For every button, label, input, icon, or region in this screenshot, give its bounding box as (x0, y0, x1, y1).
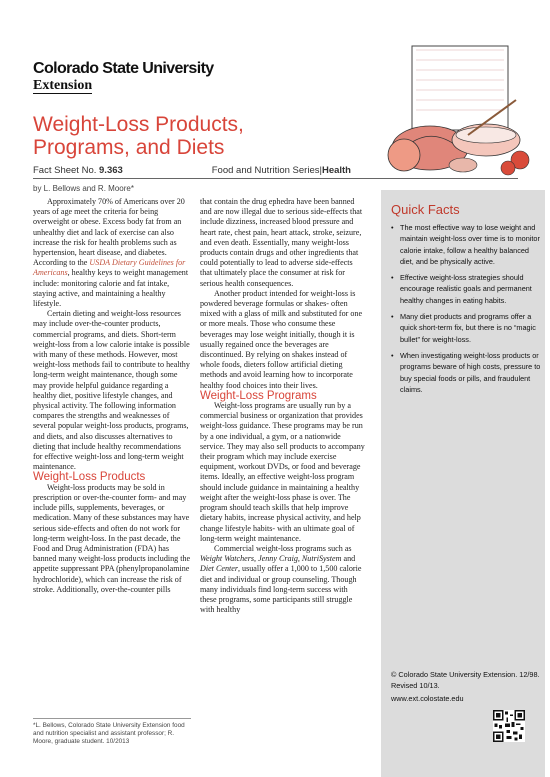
quick-facts-list (391, 222, 541, 400)
dietary-guidelines-link[interactable]: USDA Dietary Guidelines for Americans (33, 258, 186, 278)
paragraph: Certain dieting and weight-loss resources may include over-the-counter products, commercial programs, and diets. Short-term weight-loss from a low calorie intake is possible with many of these methods. However, most weight-loss methods fail to contribute to healthy long-term weight maintenance, though some may provide helpful guidance regarding a healthy diet, positive lifestyle changes, and physical activity. The following information compares the strengths and weaknesses of several popular weight-loss products, programs, and diets, and also discusses alternatives to dieting that include healthy recommendations for effective weight-loss and long-term weight maintenance. (33, 309, 190, 472)
list-item: • Many diet products and programs offer a quick short-term fix, but there is no “magic bullet” for weight-loss. (391, 312, 536, 344)
extension-logo-text: Extension (33, 78, 93, 93)
series-category: Health (321, 165, 351, 176)
copyright-block (391, 670, 541, 705)
website-link[interactable]: www.ext.colostate.edu (391, 694, 464, 703)
list-item: • The most effective way to lose weight and maintain weight-loss over time is to monitor calorie intake, follow a healthy balanced diet, and be physically active. (391, 223, 540, 266)
list-item: • Effective weight-loss strategies should encourage realistic goals and permanent healthy changes in eating habits. (391, 273, 532, 305)
university-logo-text: Colorado State University (33, 60, 214, 77)
paragraph: Commercial weight-loss programs such as Weight Watchers, Jenny Craig, NutriSystem and Diet Center, usually offer a 1,000 to 1,500 calorie diet and individual or group counseling. Though many individuals find long-term success with these programs, some participants still struggle with healthy (200, 543, 362, 615)
qr-code-icon (493, 710, 525, 742)
copyright-text: © Colorado State University Extension. 12/98. Revised 10/13. (391, 670, 540, 690)
header-rule (33, 178, 518, 179)
section-heading: Weight-Loss Products (33, 471, 146, 484)
paragraph: Another product intended for weight-loss is powdered beverage formulas or shakes- often mixed with a glass of milk and substituted for one or more meals. Those who consume these beverages may lose weight initially, though it is usually regained once the beverages are discontinued. By relying on shakes instead of whole foods, dieters follow artificial dieting methods and avoid learning how to incorporate healthy food choices into their lives. (200, 288, 363, 390)
food-illustration (368, 40, 543, 180)
page-title: Weight-Loss Products, Programs, and Diets (33, 113, 244, 159)
bullet-icon: • (391, 350, 394, 360)
paragraph: that contain the drug ephedra have been banned and are now illegal due to serious side-effects that include dizziness, increased blood pressure and heart rate, chest pain, heart attack, stroke, seizure, and even death. Essentially, many weight-loss products contain drugs and other ingredients that could potentially to lead to adverse side-effects that ultimately place the consumer at risk for serious health consequences. (200, 197, 363, 288)
quick-facts-title: Quick Facts (391, 202, 460, 217)
author-footnote: *L. Bellows, Colorado State University Extension food and nutrition specialist and assistant professor; R. Moore, graduate student. 10/2013 (33, 718, 191, 747)
bullet-icon: • (391, 273, 394, 283)
section-heading: Weight-Loss Programs (200, 389, 317, 402)
series-name: Food and Nutrition Series (211, 165, 320, 176)
bullet-icon: • (391, 312, 394, 322)
column-1 (33, 197, 191, 595)
paragraph: Weight-loss programs are usually run by a commercial business or organization that provides weight-loss guidance. These programs may be run by a one individual, a gym, or a nationwide service. They may also sell products to accompany their program which may include exercise equipment, workout DVDs, or food and beverage items. Ideally, an effective weight-loss program should include guidance in maintaining a healthy weight after the weight-loss phase is over. The program should teach skills that help improve dietary habits, increase physical activity, and help change lifestyle habits- with an ultimate goal of long-term weight maintenance. (200, 401, 365, 543)
fact-sheet-label: Fact Sheet No. (33, 165, 97, 176)
fact-sheet-row: Fact Sheet No. 9.363 Food and Nutrition Series|Health (33, 165, 351, 176)
bullet-icon: • (391, 223, 394, 232)
byline: by L. Bellows and R. Moore* (33, 184, 134, 193)
fact-sheet-number: 9.363 (99, 165, 123, 176)
column-2 (200, 197, 365, 615)
paragraph: Weight-loss products may be sold in prescription or over-the-counter form- and may include pills, supplements, beverages, or medication. Many of these substances may have serious side-effects and often do not work for long-term weight-loss. In the past decade, the Food and Drug Administration (FDA) has banned many weight-loss products including the appetite suppressant PPA (phenylpropanolamine hydrochloride), which can increase the risk of stroke. Additionally, over-the-counter pills (33, 482, 191, 594)
paragraph: Approximately 70% of Americans over 20 years of age meet the criteria for being overweight or obese. Excess body fat from an unhealthy diet and lack of exercise can also increase the risk for health problems such as hypertension, heart disease, and diabetes. According to the USDA Dietary Guidelines for Americans, healthy keys to weight management include: monitoring calorie and fat intake, staying active, and maintaining a healthy lifestyle. (33, 197, 189, 309)
list-item: • When investigating weight-loss products or programs beware of high costs, pressure to buy special foods or pills, and fraudulent claims. (391, 350, 541, 394)
